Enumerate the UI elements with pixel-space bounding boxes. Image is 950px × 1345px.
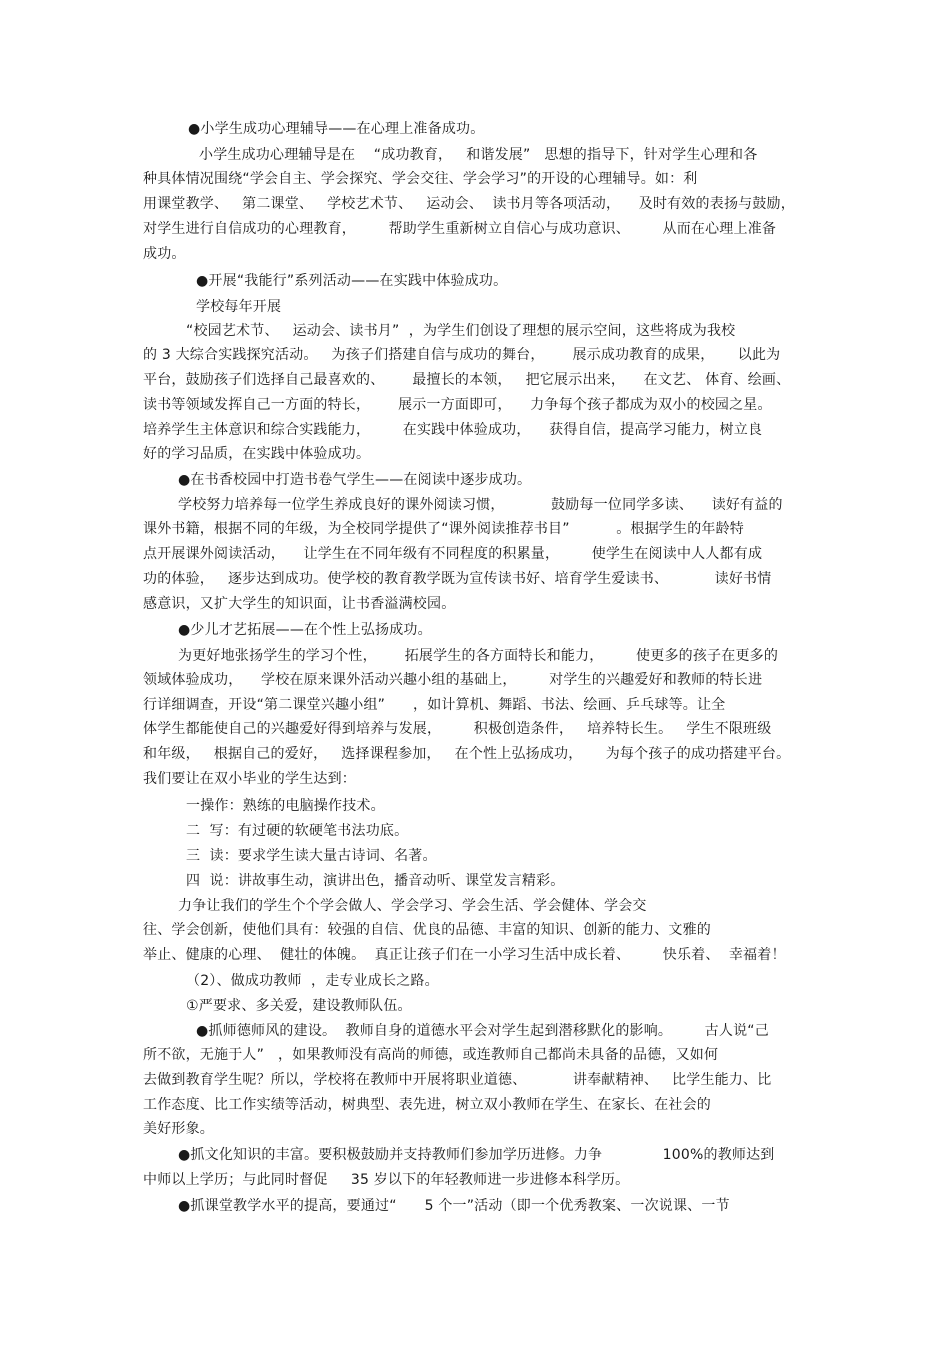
paragraph-line: 读书等领域发挥自己一方面的特长， 展示一方面即可， 力争每个孩子都成为双小的校园之星。 — [143, 397, 772, 413]
paragraph-line: 学校努力培养每一位学生养成良好的课外阅读习惯， 鼓励每一位同学多读、 读好有益的 — [178, 497, 783, 513]
paragraph-line: 去做到教育学生呢？所以，学校将在教师中开展将职业道德、 讲奉献精神、 比学生能力、比 — [143, 1072, 772, 1088]
paragraph-line: 的 3 大综合实践探究活动。 为孩子们搭建自信与成功的舞台， 展示成功教育的成果， 以此为 — [143, 347, 781, 363]
paragraph-line: 好的学习品质，在实践中体验成功。 — [143, 446, 371, 462]
heading-bullet-4: ●少儿才艺拓展——在个性上弘扬成功。 — [178, 622, 432, 638]
subsection-heading: ①严要求、多关爱，建设教师队伍。 — [186, 998, 412, 1014]
paragraph-line: 种具体情况围绕“学会自主、学会探究、学会交往、学会学习”的开设的心理辅导。如：利 — [143, 171, 698, 187]
paragraph-line: 平台，鼓励孩子们选择自己最喜欢的、 最擅长的本领， 把它展示出来， 在文艺、 体育、绘画、 — [143, 372, 791, 388]
paragraph-line: 我们要让在双小毕业的学生达到： — [143, 771, 356, 787]
paragraph-line: 举止、健康的心理、 健壮的体魄。 真正让孩子们在一小学习生活中成长着、 快乐着、 幸福着！ — [143, 947, 786, 963]
heading-bullet-1: ●小学生成功心理辅导——在心理上准备成功。 — [188, 121, 485, 137]
paragraph-line: 中师以上学历；与此同时督促 35 岁以下的年轻教师进一步进修本科学历。 — [143, 1172, 630, 1188]
list-item-operate: 一操作：熟练的电脑操作技术。 — [186, 798, 385, 814]
paragraph-line: 点开展课外阅读活动， 让学生在不同年级有不同程度的积累量， 使学生在阅读中人人都有成 — [143, 546, 763, 562]
heading-bullet-5: ●抓师德师风的建设。 教师自身的道德水平会对学生起到潜移默化的影响。 古人说“己 — [196, 1023, 769, 1039]
paragraph-line: 功的体验， 逐步达到成功。使学校的教育教学既为宣传读书好、培育学生爱读书、 读好书情 — [143, 571, 772, 587]
paragraph-line: 力争让我们的学生个个学会做人、学会学习、学会生活、学会健体、学会交 — [178, 898, 647, 914]
heading-bullet-6: ●抓文化知识的丰富。要积极鼓励并支持教师们参加学历进修。力争 100%的教师达到 — [178, 1147, 775, 1163]
paragraph-line: 往、学会创新，使他们具有：较强的自信、优良的品德、丰富的知识、创新的能力、文雅的 — [143, 922, 711, 938]
paragraph-line: 体学生都能使自己的兴趣爱好得到培养与发展， 积极创造条件， 培养特长生。 学生不限班级 — [143, 721, 772, 737]
list-item-read: 三 读：要求学生读大量古诗词、名著。 — [186, 848, 437, 864]
heading-bullet-3: ●在书香校园中打造书卷气学生——在阅读中逐步成功。 — [178, 472, 532, 488]
paragraph-line: 学校每年开展 — [196, 299, 282, 315]
paragraph-line: “校园艺术节、 运动会、读书月” ，为学生们创设了理想的展示空间，这些将成为我校 — [186, 323, 736, 339]
list-item-speak: 四 说：讲故事生动，演讲出色，播音动听、课堂发言精彩。 — [186, 873, 565, 889]
paragraph-line: 用课堂教学、 第二课堂、 学校艺术节、 运动会、 读书月等各项活动， 及时有效的表扬与鼓励， — [143, 196, 795, 212]
paragraph-line: 和年级， 根据自己的爱好， 选择课程参加， 在个性上弘扬成功， 为每个孩子的成功搭建平台。 — [143, 746, 791, 762]
paragraph-line: 培养学生主体意识和综合实践能力， 在实践中体验成功， 获得自信，提高学习能力，树立良 — [143, 422, 763, 438]
paragraph-line: 课外书籍，根据不同的年级，为全校同学提供了“课外阅读推荐书目” 。根据学生的年龄特 — [143, 521, 745, 537]
heading-bullet-7: ●抓课堂教学水平的提高，要通过“ 5 个一”活动（即一个优秀教案、一次说课、一节 — [178, 1198, 730, 1214]
paragraph-line: 感意识，又扩大学生的知识面，让书香溢满校园。 — [143, 596, 456, 612]
section-heading: （2）、做成功教师 ，走专业成长之路。 — [186, 973, 439, 989]
paragraph-line: 为更好地张扬学生的学习个性， 拓展学生的各方面特长和能力， 使更多的孩子在更多的 — [178, 648, 779, 664]
heading-bullet-2: ●开展“我能行”系列活动——在实践中体验成功。 — [196, 273, 508, 289]
paragraph-line: 美好形象。 — [143, 1121, 214, 1137]
paragraph-line: 所不欲，无施于人” ，如果教师没有高尚的师德，或连教师自己都尚未具备的品德，又如何 — [143, 1047, 719, 1063]
paragraph-line: 领域体验成功， 学校在原来课外活动兴趣小组的基础上， 对学生的兴趣爱好和教师的特长进 — [143, 672, 763, 688]
list-item-write: 二 写：有过硬的软硬笔书法功底。 — [186, 823, 409, 839]
paragraph-line: 行详细调查，开设“第二课堂兴趣小组” ，如计算机、舞蹈、书法、绘画、乒乓球等。让全 — [143, 697, 726, 713]
paragraph-line: 对学生进行自信成功的心理教育， 帮助学生重新树立自信心与成功意识、 从而在心理上准备 — [143, 221, 777, 237]
paragraph-line: 成功。 — [143, 246, 186, 262]
paragraph-line: 工作态度、比工作实绩等活动，树典型、表先进，树立双小教师在学生、在家长、在社会的 — [143, 1097, 711, 1113]
paragraph-line: 小学生成功心理辅导是在 “成功教育， 和谐发展” 思想的指导下，针对学生心理和各 — [199, 147, 758, 163]
